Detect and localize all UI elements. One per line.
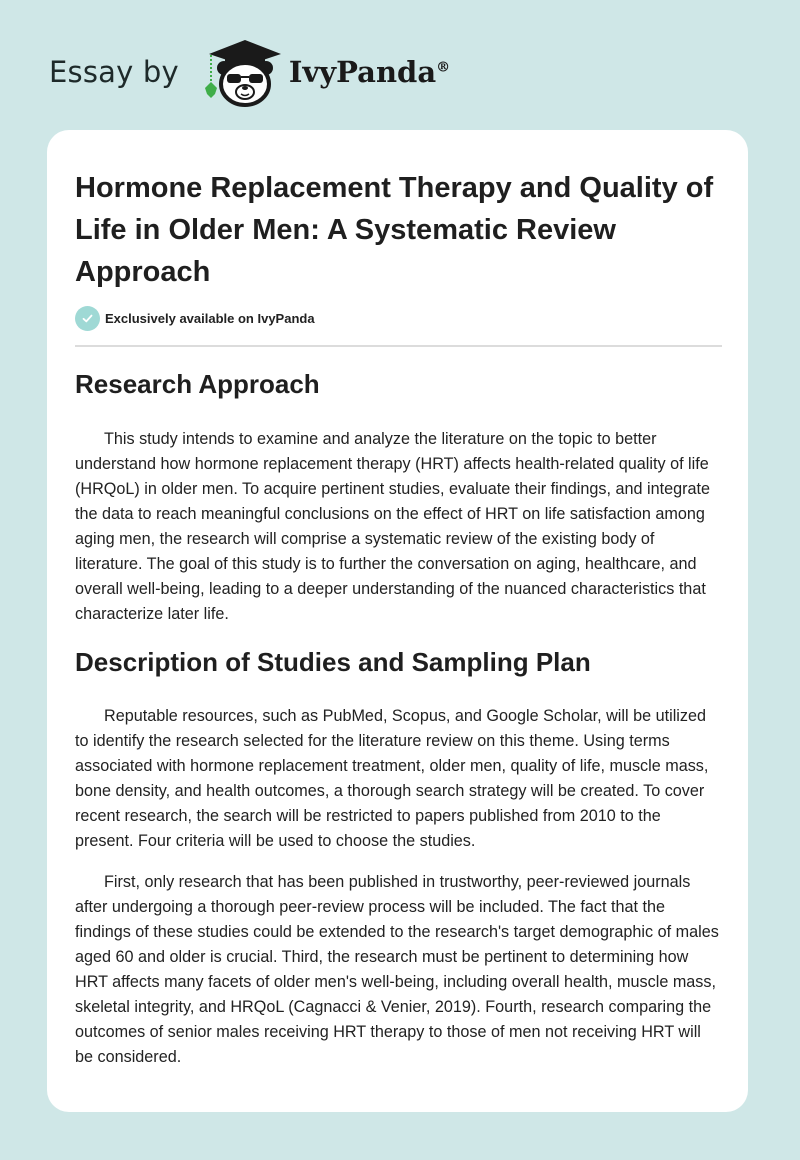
registered-mark: ®: [436, 59, 451, 76]
brand-name-text: IvyPanda: [288, 55, 437, 89]
panda-logo-icon[interactable]: [197, 36, 285, 108]
paragraph-research-approach-1: This study intends to examine and analyze the literature on the topic to better understand how hormone replacement therapy (HRT) affects health-related quality of life (HRQoL) in older men. To acquire pertinent studies, evaluate their findings, and integrate the data to reach meaningful conclusions on the effect of HRT on life satisfaction among aging men, the research will comprise a systematic review of the existing body of literature. The goal of this study is to further the conversation on aging, healthcare, and overall well-being, leading to a deeper understanding of the nuanced characteristics that characterize later life.: [75, 430, 710, 623]
paragraph-sampling-plan-1: Reputable resources, such as PubMed, Scopus, and Google Scholar, will be utilized to identify the research selected for the literature review on this theme. Using terms associated with hormone replacement treatment, older men, quality of life, muscle mass, bone density, and health outcomes, a thorough search strategy will be created. To cover recent research, the search will be restricted to papers published from 2010 to the present. Four criteria will be used to choose the studies.: [75, 707, 709, 850]
check-circle-icon: [75, 306, 100, 331]
brand-name[interactable]: [289, 55, 450, 89]
section-heading-research-approach: Research Approach: [75, 369, 320, 399]
brand-prefix: Essay by: [49, 55, 179, 89]
page-title: Hormone Replacement Therapy and Quality of Life in Older Men: A Systematic Review Approach: [75, 172, 714, 288]
brand-header: [49, 36, 450, 108]
essay-card: [47, 130, 748, 1112]
title-divider: [75, 345, 722, 347]
exclusive-badge-label: Exclusively available on IvyPanda: [105, 311, 315, 326]
paragraph-sampling-plan-2: First, only research that has been published in trustworthy, peer-reviewed journals after undergoing a thorough peer-review process will be included. The fact that the findings of these studies could be extended to the research's target demographic of males aged 60 and older is crucial. Third, the research must be pertinent to determining how HRT affects many facets of older men's well-being, including overall health, muscle mass, skeletal integrity, and HRQoL (Cagnacci & Venier, 2019). Fourth, research comparing the outcomes of senior males receiving HRT therapy to those of men not receiving HRT will be considered.: [75, 873, 719, 1066]
exclusive-badge: [75, 306, 315, 331]
section-heading-description-of-studies: Description of Studies and Sampling Plan: [75, 647, 591, 677]
